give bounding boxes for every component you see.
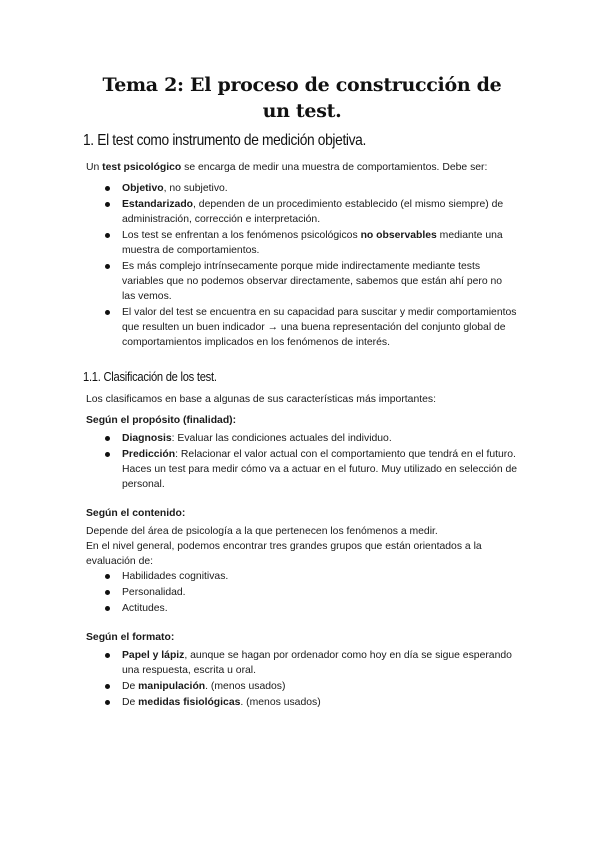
list-item: Personalidad. [86, 585, 518, 600]
section-1-intro: Un test psicológico se encarga de medir una muestra de comportamientos. Debe ser: [86, 162, 488, 173]
list-item: Actitudes. [86, 601, 518, 616]
subheading-proposito: Según el propósito (finalidad): [86, 415, 237, 426]
list-item: Es más complejo intrínsecamente porque mide indirectamente mediante tests variables que no podemos observar directamente, sabemos que están ahí pero no las vemos. [86, 259, 518, 304]
section-1-list [86, 181, 518, 350]
section-heading-1: 1. El test como instrumento de medición objetiva. [83, 132, 366, 149]
list-item: Estandarizado, dependen de un procedimiento establecido (el mismo siempre) de administración, corrección e interpretación. [86, 197, 518, 227]
list-item: De medidas fisiológicas. (menos usados) [86, 695, 518, 710]
list-item: Predicción: Relacionar el valor actual con el comportamiento que tendrá en el futuro. Haces un test para medir cómo va a actuar en el futuro. Muy utilizado en selección de personal. [86, 447, 518, 492]
list-item: Los test se enfrentan a los fenómenos psicológicos no observables mediante una muestra de comportamientos. [86, 228, 518, 258]
list-item: El valor del test se encuentra en su capacidad para suscitar y medir comportamientos que resulten un buen indicador → una buena representación del conjunto global de comportamientos implicados en los fenómenos de interés. [86, 305, 518, 350]
document-page [83, 72, 518, 711]
formato-list [86, 648, 518, 710]
list-item: De manipulación. (menos usados) [86, 679, 518, 694]
list-item: Objetivo, no subjetivo. [86, 181, 518, 196]
section-heading-1-1: 1.1. Clasificación de los test. [83, 369, 217, 384]
list-item: Diagnosis: Evaluar las condiciones actuales del individuo. [86, 431, 518, 446]
contenido-list [86, 569, 518, 616]
subheading-contenido: Según el contenido: [86, 508, 186, 519]
document-title: Tema 2: El proceso de construcción de un test. [102, 74, 502, 122]
contenido-line-2: En el nivel general, podemos encontrar tres grandes grupos que están orientados a la evaluación de: [86, 541, 482, 567]
list-item: Papel y lápiz, aunque se hagan por ordenador como hoy en día se sigue esperando una respuesta, escrita u oral. [86, 648, 518, 678]
section-1-1-intro: Los clasificamos en base a algunas de sus características más importantes: [86, 394, 436, 405]
list-item: Habilidades cognitivas. [86, 569, 518, 584]
proposito-list [86, 431, 518, 492]
subheading-formato: Según el formato: [86, 632, 175, 643]
contenido-line-1: Depende del área de psicología a la que pertenecen los fenómenos a medir. [86, 526, 438, 537]
